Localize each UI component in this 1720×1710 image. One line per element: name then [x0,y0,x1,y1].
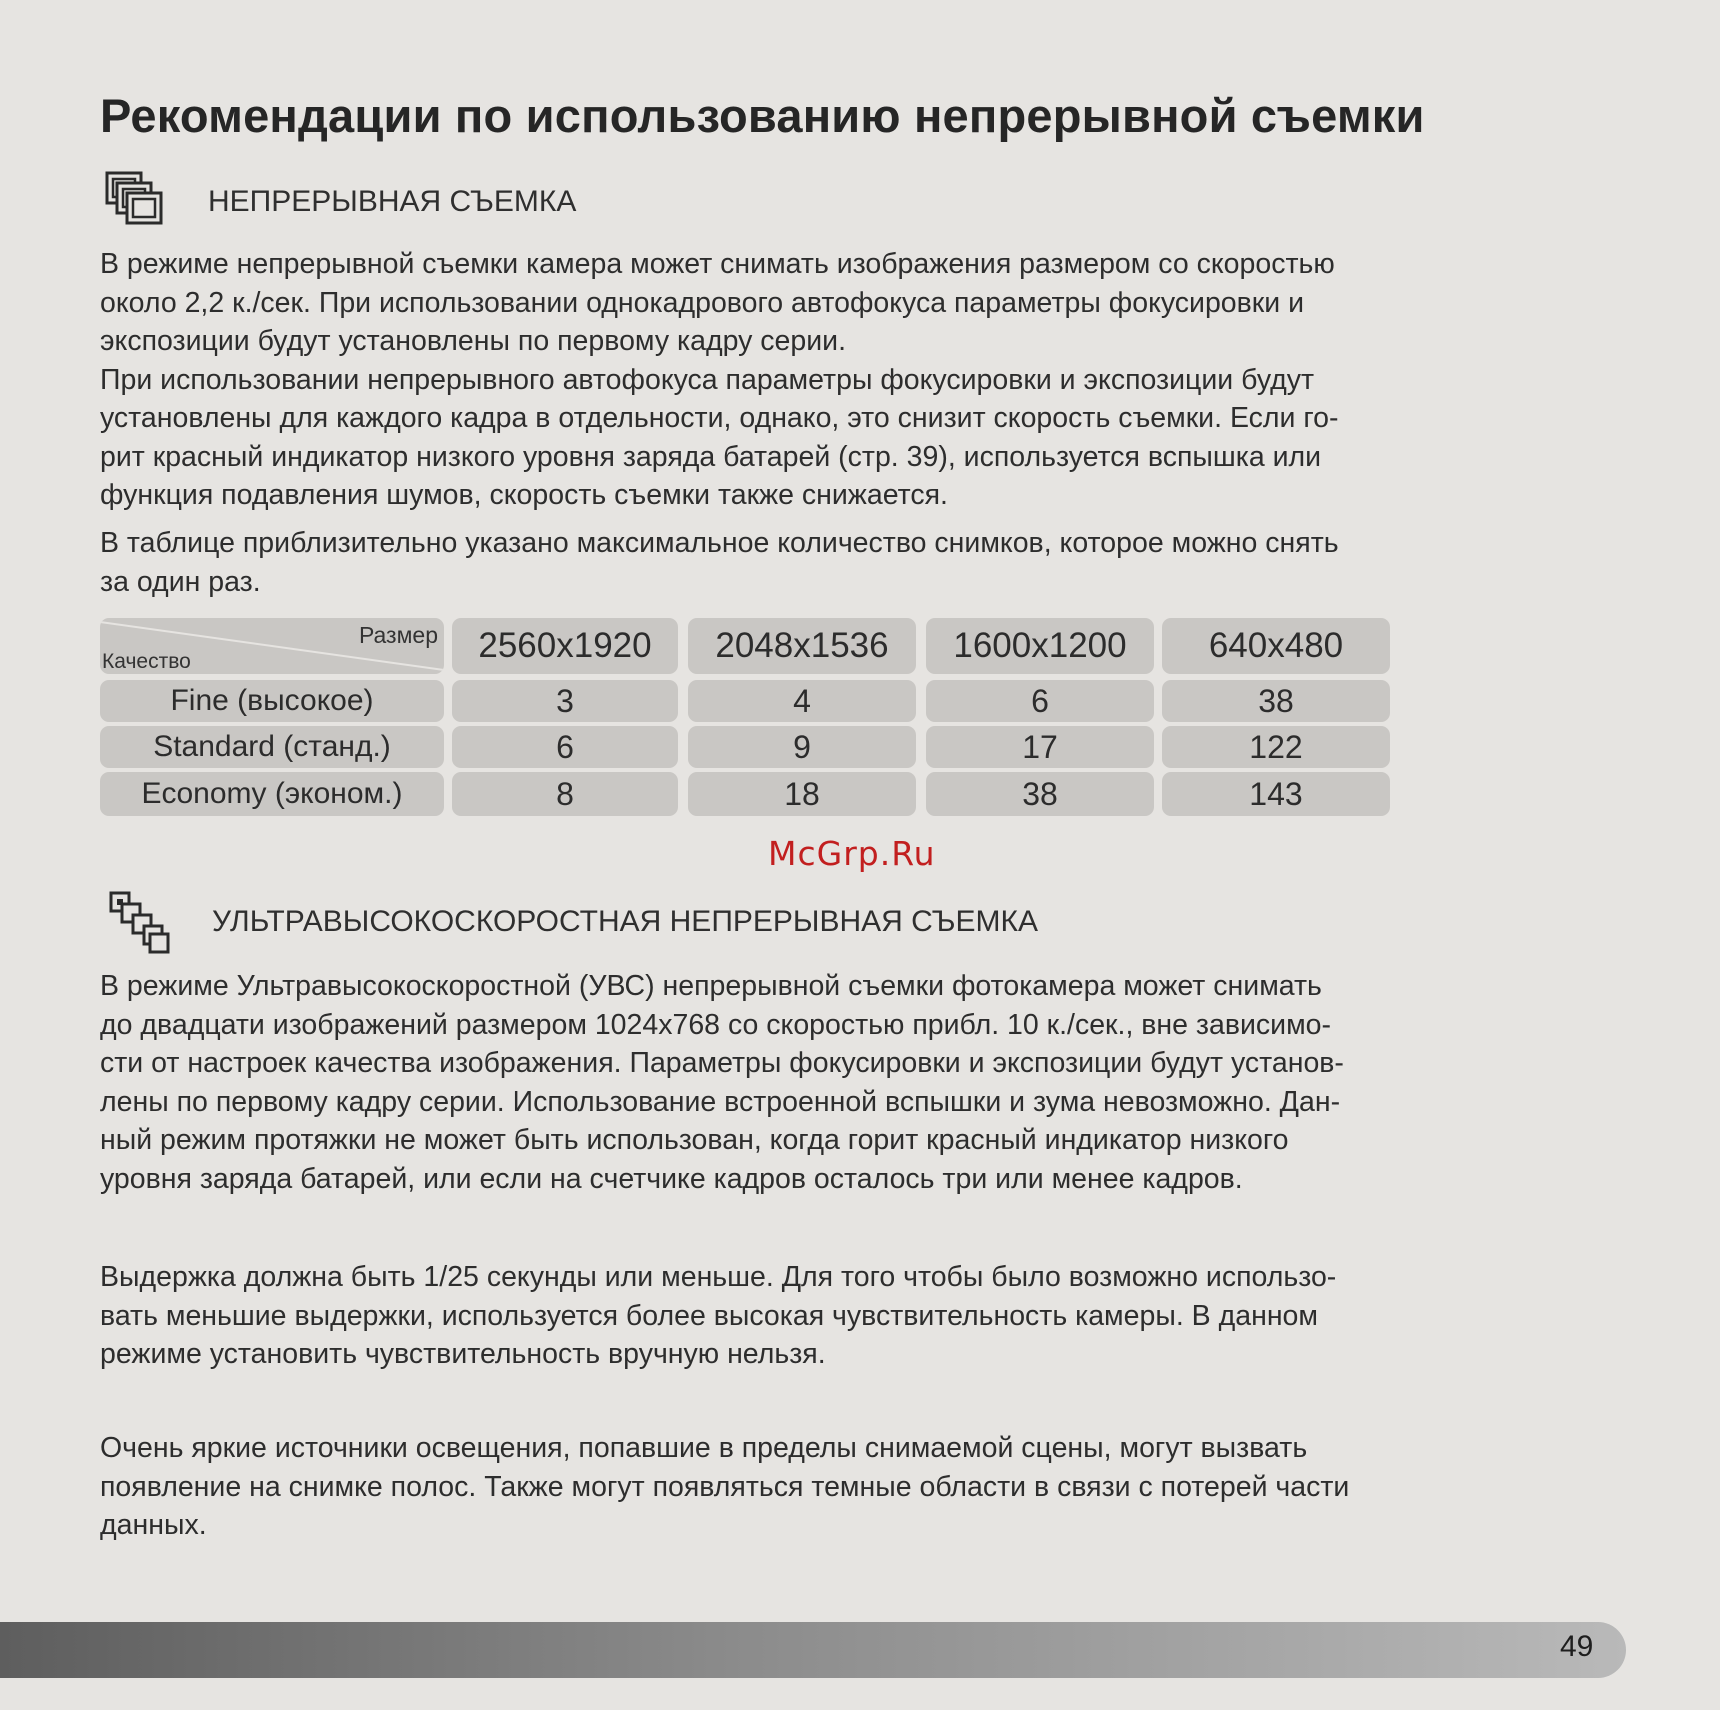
text-line: В режиме непрерывной съемки камера может снимать изображения размером со скоростью [100,248,1335,280]
text-line: около 2,2 к./сек. При использовании однокадрового автофокуса параметры фокусировки и [100,286,1305,319]
text-line: уровня заряда батарей, или если на счетчике кадров осталось три или менее кадров. [100,1162,1243,1195]
uhs-paragraph-3 [100,1429,1598,1545]
text-line: режиме установить чувствительность вручную нельзя. [100,1338,826,1370]
ultra-high-speed-continuous-icon [108,890,172,954]
shots-table [100,618,1390,818]
corner-size-label: Размер [358,622,438,648]
corner-quality-label: Качество [102,650,191,673]
row-label: Fine (высокое) [100,680,444,722]
page-number: 49 [1560,1630,1594,1663]
text-line: В режиме Ультравысокоскоростной (УВС) непрерывной съемки фотокамера может снимать [100,970,1322,1002]
uhs-paragraph-2 [100,1258,1598,1374]
table-cell: 17 [926,726,1154,768]
table-cell: 6 [452,726,678,768]
text-line: В таблице приблизительно указано максимальное количество снимков, которое можно снять [100,527,1339,559]
text-line: лены по первому кадру серии. Использование встроенной вспышки и зума невозможно. Дан- [100,1085,1341,1118]
table-cell: 143 [1162,772,1390,816]
continuous-paragraph-1 [100,245,1598,515]
section-uhs-title: УЛЬТРАВЫСОКОСКОРОСТНАЯ НЕПРЕРЫВНАЯ СЪЕМКА [212,905,1039,938]
section-continuous-heading [104,170,576,234]
column-header: 2560x1920 [452,618,678,674]
text-line: вать меньшие выдержки, используется более высокая чувствительность камеры. В данном [100,1299,1318,1332]
column-header: 640x480 [1162,618,1390,674]
text-line: При использовании непрерывного автофокуса параметры фокусировки и экспозиции будут [100,363,1315,396]
section-continuous-title: НЕПРЕРЫВНАЯ СЪЕМКА [208,185,577,218]
text-line: Очень яркие источники освещения, попавшие в пределы снимаемой сцены, могут вызвать [100,1432,1308,1464]
footer-bar [0,1622,1626,1678]
table-cell: 3 [452,680,678,722]
column-header: 2048x1536 [688,618,916,674]
table-cell: 38 [1162,680,1390,722]
watermark-link[interactable]: McGrp.Ru [768,834,936,873]
table-cell: 6 [926,680,1154,722]
text-line: данных. [100,1509,207,1541]
row-label: Standard (станд.) [100,726,444,768]
text-line: Выдержка должна быть 1/25 секунды или меньше. Для того чтобы было возможно использо- [100,1261,1337,1293]
table-cell: 8 [452,772,678,816]
section-uhs-heading [108,890,1038,954]
continuous-paragraph-2 [100,524,1598,601]
table-cell: 9 [688,726,916,768]
text-line: ный режим протяжки не может быть использован, когда горит красный индикатор низкого [100,1124,1289,1156]
text-line: сти от настроек качества изображения. Параметры фокусировки и экспозиции будут установ- [100,1047,1344,1079]
text-line: рит красный индикатор низкого уровня заряда батарей (стр. 39), используется вспышка или [100,440,1322,473]
text-line: за один раз. [100,565,261,598]
page-title: Рекомендации по использованию непрерывной съемки [100,89,1425,142]
text-line: функция подавления шумов, скорость съемки также снижается. [100,479,948,511]
table-cell: 122 [1162,726,1390,768]
continuous-shooting-icon [104,170,168,234]
table-corner-header [100,618,444,674]
uhs-paragraph-1 [100,967,1598,1198]
text-line: установлены для каждого кадра в отдельности, однако, это снизит скорость съемки. Если го- [100,402,1339,434]
table-cell: 18 [688,772,916,816]
text-line: появление на снимке полос. Также могут появляться темные области в связи с потерей части [100,1470,1350,1503]
table-cell: 38 [926,772,1154,816]
text-line: экспозиции будут установлены по первому кадру серии. [100,325,846,357]
row-label: Economy (эконом.) [100,772,444,816]
table-cell: 4 [688,680,916,722]
column-header: 1600x1200 [926,618,1154,674]
text-line: до двадцати изображений размером 1024x768 со скоростью прибл. 10 к./сек., вне зависимо- [100,1008,1332,1041]
